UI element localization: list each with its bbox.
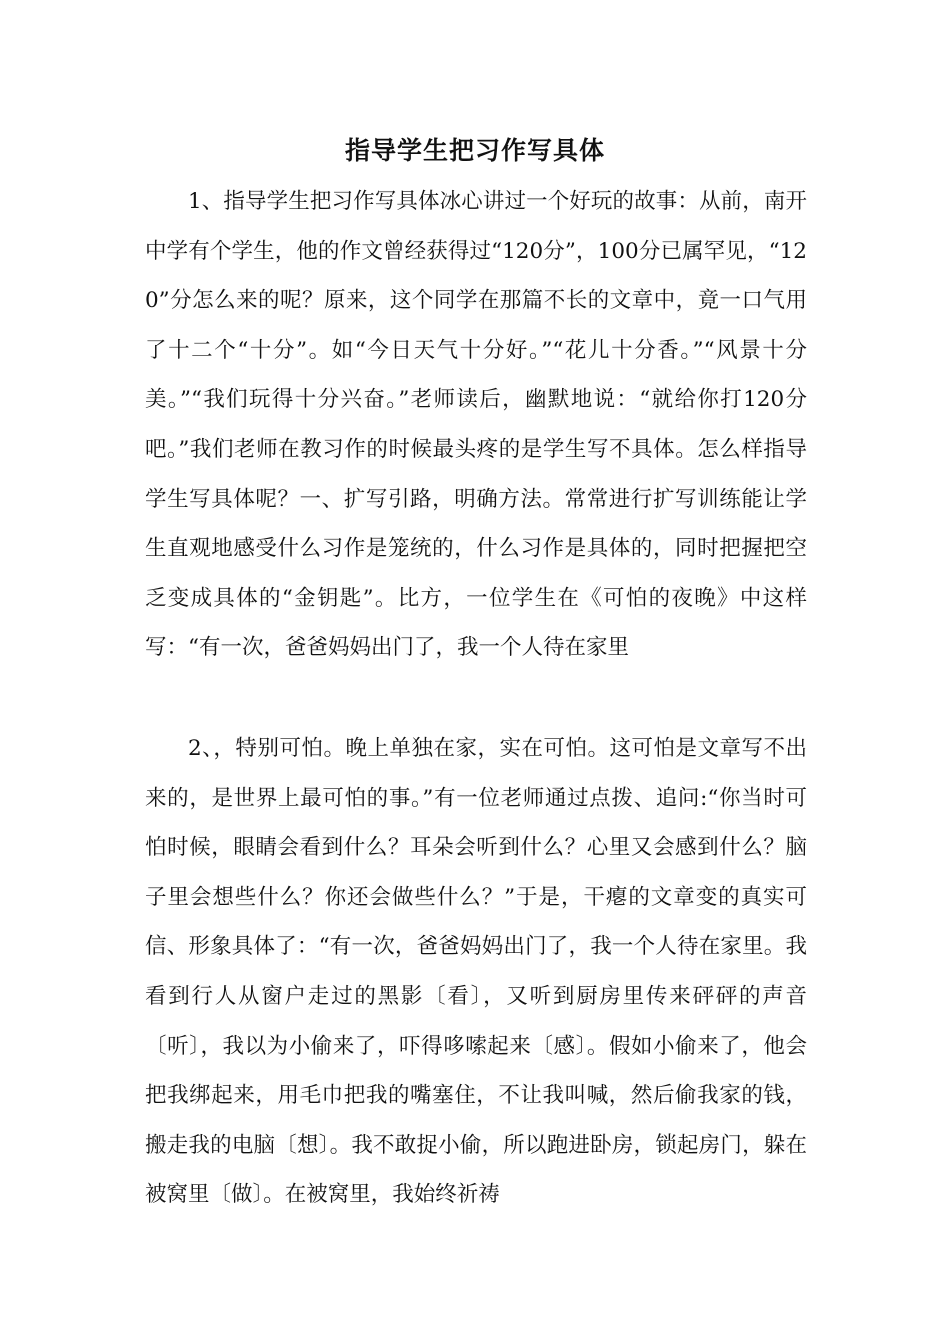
document-title: 指导学生把习作写具体 — [344, 136, 605, 165]
paragraph-1: 1、指导学生把习作写具体冰心讲过一个好玩的故事：从前，南开中学有个学生，他的作文曾经获得过“120分”，100分已属罕见，“120”分怎么来的呢？原来，这个同学在那篇不长的文章中，竟一口气用了十二个“十分”。如“今日天气十分好。”“花儿十分香。”“风景十分美。”“我们玩得十分兴奋。”老师读后，幽默地说：“就给你打120分吧。”我们老师在教习作的时候最头疼的是学生写不具体。怎么样指导学生写具体呢？一、扩写引路，明确方法。常常进行扩写训练能让学生直观地感受什么习作是笼统的，什么习作是具体的，同时把握把空乏变成具体的“金钥匙”。比方，一位学生在《可怕的夜晚》中这样写：“有一次，爸爸妈妈出门了，我一个人待在家里 — [145, 189, 807, 661]
paragraph-2: 2、，特别可怕。晚上单独在家，实在可怕。这可怕是文章写不出来的，是世界上最可怕的事。”有一位老师通过点拨、追问:“你当时可怕时候，眼睛会看到什么？耳朵会听到什么？心里又会感到什么？脑子里会想些什么？你还会做些什么？”于是，干瘪的文章变的真实可信、形象具体了：“有一次，爸爸妈妈出门了，我一个人待在家里。我看到行人从窗户走过的黑影〔看〕，又听到厨房里传来砰砰的声音〔听〕，我以为小偷来了，吓得哆嗦起来〔感〕。假如小偷来了，他会把我绑起来，用毛巾把我的嘴塞住，不让我叫喊，然后偷我家的钱，搬走我的电脑〔想〕。我不敢捉小偷，所以跑进卧房，锁起房门，躲在被窝里〔做〕。在被窝里，我始终祈祷 — [145, 736, 807, 1208]
